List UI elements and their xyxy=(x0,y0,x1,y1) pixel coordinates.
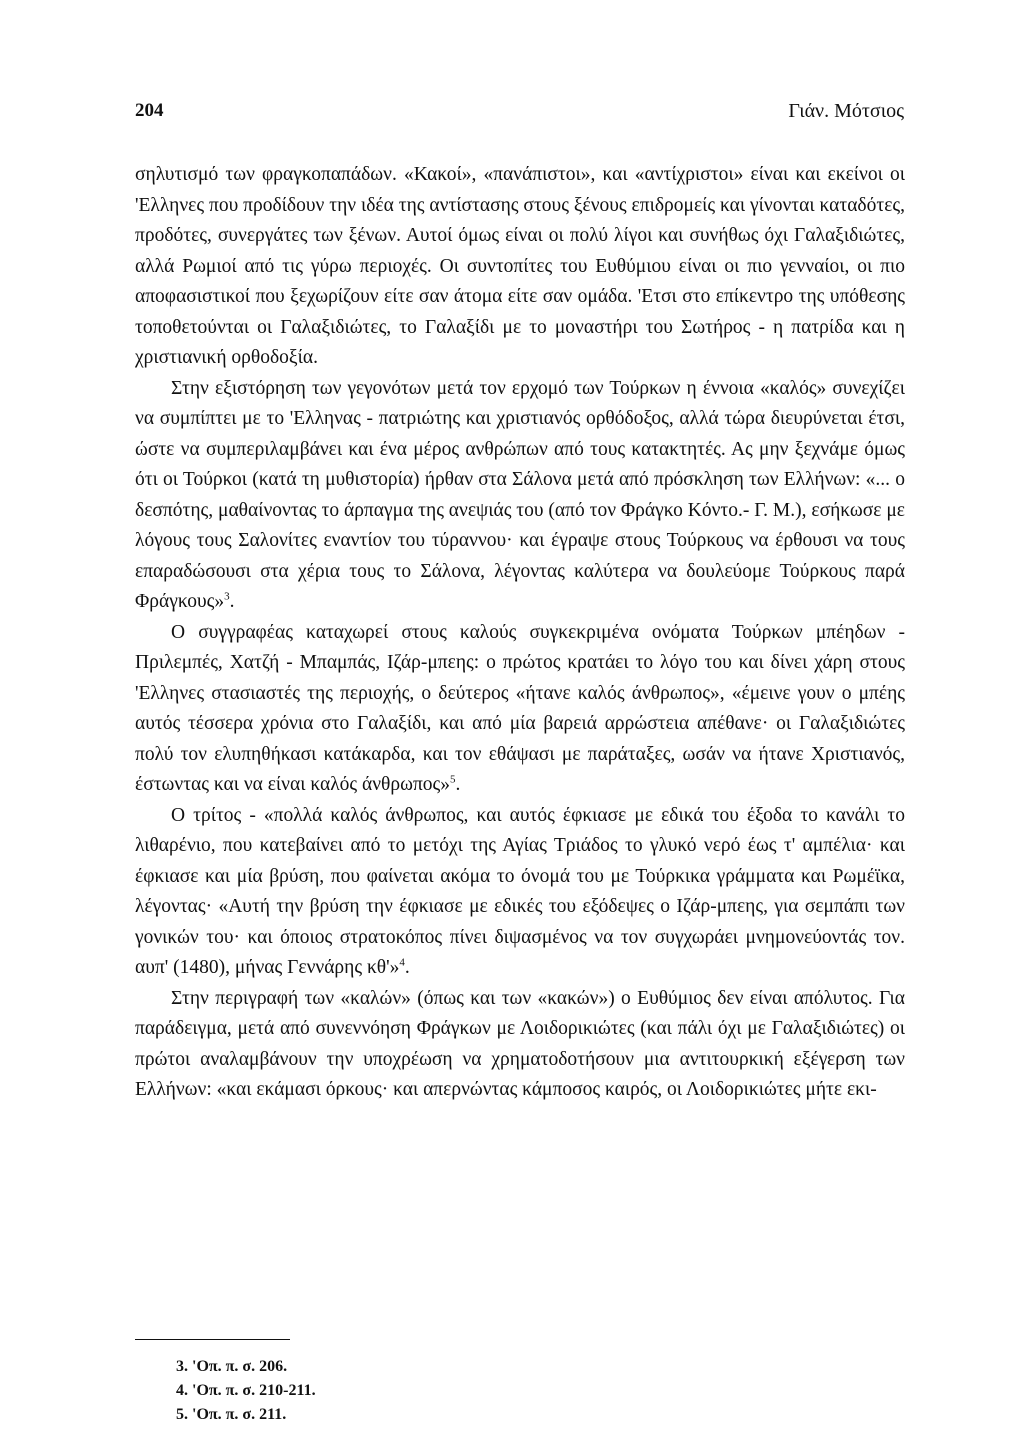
footnote-ref: 4 xyxy=(399,956,405,969)
page-header xyxy=(135,100,904,130)
footnote: 5. 'Οπ. π. σ. 211. xyxy=(176,1406,287,1423)
footnote-ref: 3 xyxy=(224,590,230,603)
paragraph: σηλυτισμό των φραγκοπαπάδων. «Κακοί», «πανάπιστοι», και «αντίχριστοι» είναι και εκείνοι οι 'Ελληνες που προδίδουν την ιδέα της αντίστασης στους ξένους επιδρομείς και γίνονται καταδότες, προδότες, συνεργάτες των ξένων. Αυτοί όμως είναι οι πολύ λίγοι και συνήθως όχι Γαλαξιδιώτες, αλλά Ρωμιοί από τις γύρω περιοχές. Οι συντοπίτες του Ευθύμιου είναι οι πιο γενναίοι, οι πιο αποφασιστικοί που ξεχωρίζουν είτε σαν άτομα είτε σαν ομάδα. 'Ετσι στο επίκεντρο της υπόθεσης τοποθετούνται οι Γαλαξιδιώτες, το Γαλαξίδι με το μοναστήρι του Σωτήρος - η πατρίδα και η χριστιανική ορθοδοξία. xyxy=(135,164,905,368)
page-number: 204 xyxy=(135,100,164,121)
paragraph: Ο συγγραφέας καταχωρεί στους καλούς συγκεκριμένα ονόματα Τούρκων μπέηδων - Πριλεμπές, Χατζή - Μπαμπάς, Ιζάρ-μπεης: ο πρώτος κρατάει το λόγο του και δίνει χάρη στους 'Ελληνες στασιαστές της περιοχής, ο δεύτερος «ήτανε καλός άνθρωπος», «έμεινε γουν ο μπέης αυτός τέσσερα χρόνια στο Γαλαξίδι, και από μία βαρειά αρρώστεια απέθανε· οι Γαλαξιδιώτες πολύ τον ελυπηθήκασι κατάκαρδα, και τον εθάψασι με παράταξες, ωσάν να ήτανε Χριστιανός, έστωντας και να είναι καλός άνθρωπος»$^5$. xyxy=(135,621,905,795)
paragraph: Ο τρίτος - «πολλά καλός άνθρωπος, και αυτός έφκιασε με εδικά του έξοδα το κανάλι το λιθαρένιο, που κατεβαίνει από το μετόχι της Αγίας Τριάδος το γλυκό νερό έως τ' αμπέλια· και έφκιασε και μία βρύση, που φαίνεται ακόμα το όνομά του με Τούρκικα γράμματα και Ρωμέϊκα, λέγοντας· «Αυτή την βρύση την έφκιασε με εδικές του εξόδεψες ο Ιζάρ-μπεης, για σεμπάπι των γονικών του· και όποιος στρατοκόπος πίνει διψασμένος να τον συγχωράει μνημονεύοντάς τον. αυπ' (1480), μήνας Γεννάρης κθ'»$^4$. xyxy=(135,804,905,978)
paragraph: Στην περιγραφή των «καλών» (όπως και των «κακών») ο Ευθύμιος δεν είναι απόλυτος. Για παράδειγμα, μετά από συνεννόηση Φράγκων με Λοιδορικιώτες (και πάλι όχι με Γαλαξιδιώτες) οι πρώτοι αναλαμβάνουν την υποχρέωση να χρηματοδοτήσουν μια αντιτουρκική εξέγερση των Ελλήνων: «και εκάμασι όρκους· και απερνώντας κάμποσος καιρός, οι Λοιδορικιώτες μήτε εκι- xyxy=(135,987,905,1100)
running-head-author: Γιάν. Μότσιος xyxy=(788,100,904,122)
footnotes xyxy=(176,1355,316,1427)
body-text xyxy=(135,160,905,1106)
footnote-divider xyxy=(135,1339,290,1340)
footnote: 4. 'Οπ. π. σ. 210-211. xyxy=(176,1382,316,1399)
paragraph: Στην εξιστόρηση των γεγονότων μετά τον ερχομό των Τούρκων η έννοια «καλός» συνεχίζει να συμπίπτει με το 'Ελληνας - πατριώτης και χριστιανός ορθόδοξος, αλλά τώρα διευρύνεται έτσι, ώστε να συμπεριλαμβάνει και ένα μέρος ανθρώπων από τους κατακτητές. Ας μην ξεχνάμε όμως ότι οι Τούρκοι (κατά τη μυθιστορία) ήρθαν στα Σάλονα μετά από πρόσκληση των Ελλήνων: «... ο δεσπότης, μαθαίνοντας το άρπαγμα της ανεψιάς του (από τον Φράγκο Κόντο.- Γ. Μ.), εσήκωσε με λόγους τους Σαλονίτες εναντίον του τύραννου· και έγραψε στους Τούρκους να έρθουσι να τους επαραδώσουσι στα χέρια τους το Σάλονα, λέγοντας καλύτερα να δουλεύομε Τούρκους παρά Φράγκους»$^3$. xyxy=(135,377,905,612)
footnote-ref: 5 xyxy=(450,773,456,786)
footnote: 3. 'Οπ. π. σ. 206. xyxy=(176,1358,288,1375)
